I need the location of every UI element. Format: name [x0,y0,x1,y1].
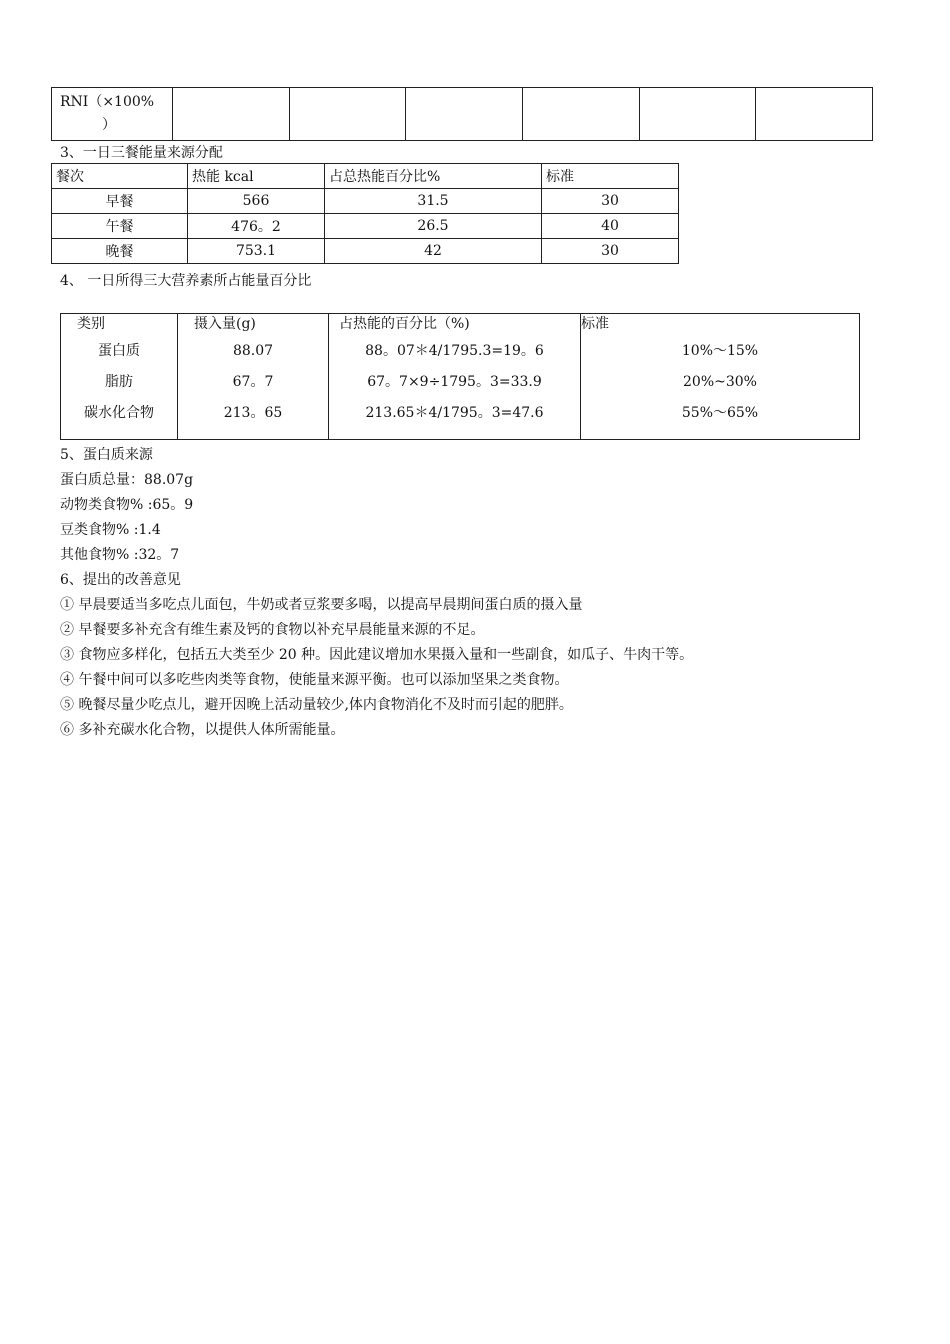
table-cell: 67。7×9÷1795。3=33.9 [367,374,542,390]
table-cell: 566 [188,189,325,214]
suggestion-item: ⑤ 晚餐尽量少吃点儿，避开因晚上活动量较少,体内食物消化不及时而引起的肥胖。 [60,697,573,713]
table-cell: 55%～65% [681,405,759,421]
animal-food-line: 动物类食物% :65。9 [60,497,194,513]
table-cell: 88。07＊4/1795.3=19。6 [365,343,544,359]
suggestion-item: ② 早餐要多补充含有维生素及钙的食物以补充早晨能量来源的不足。 [60,622,485,638]
table-cell [522,88,639,141]
table-cell: 30 [542,239,679,264]
section3-heading: 3、一日三餐能量来源分配 [60,145,223,161]
table-cell: 碳水化合物 [84,405,154,421]
header-cell: 类别 [77,316,105,332]
table-cell: 10%～15% [681,343,759,359]
suggestion-item: ⑥ 多补充碳水化合物，以提供人体所需能量。 [60,722,345,738]
rni-label-cell [52,88,173,141]
table-cell: 40 [542,214,679,239]
table-cell: 30 [542,189,679,214]
other-food-line: 其他食物% :32。7 [60,547,180,563]
header-cell: 占热能的百分比（%) [339,316,470,332]
table-cell: 早餐 [52,189,188,214]
table-cell: 42 [325,239,542,264]
table-row [52,214,679,239]
table-cell: 476。2 [188,214,325,239]
rni-label-line1: RNI（×100% [60,94,155,110]
standard-column [581,314,860,440]
table-cell: 26.5 [325,214,542,239]
table-row [52,88,873,141]
table-row [61,314,860,440]
table-cell: 753.1 [188,239,325,264]
macronutrient-table [60,313,860,440]
table-cell [756,88,873,141]
table-cell: 午餐 [52,214,188,239]
header-cell: 摄入量(g) [194,316,256,332]
table-header-row [52,164,679,189]
intake-column [178,314,329,440]
rni-label-line2: ） [102,117,116,133]
table-cell: 晚餐 [52,239,188,264]
table-cell: 20%~30% [683,374,757,390]
header-cell: 标准 [581,316,609,332]
table-cell: 88.07 [232,343,274,359]
table-cell: 213.65＊4/1795。3=47.6 [365,405,544,421]
percent-column [329,314,581,440]
header-cell: 标准 [542,164,679,189]
table-cell: 67。7 [232,374,274,390]
suggestion-item: ④ 午餐中间可以多吃些肉类等食物，使能量来源平衡。也可以添加坚果之类食物。 [60,672,569,688]
section5-heading: 5、蛋白质来源 [60,447,153,463]
table-row [52,239,679,264]
protein-total-line: 蛋白质总量：88.07g [60,472,194,488]
meal-energy-table [51,163,679,264]
header-cell: 热能 kcal [188,164,325,189]
bean-food-line: 豆类食物% :1.4 [60,522,161,538]
section6-heading: 6、提出的改善意见 [60,572,181,588]
table-cell: 213。65 [223,405,283,421]
header-cell: 餐次 [52,164,188,189]
table-cell [289,88,406,141]
suggestion-item: ① 早晨要适当多吃点儿面包，牛奶或者豆浆要多喝，以提高早晨期间蛋白质的摄入量 [60,597,583,613]
table-cell [173,88,290,141]
section4-heading: 4、 一日所得三大营养素所占能量百分比 [60,273,312,289]
category-column [61,314,178,440]
suggestion-item: ③ 食物应多样化，包括五大类至少 20 种。因此建议增加水果摄入量和一些副食，如瓜子、牛肉干等。 [60,647,694,663]
table-cell: 31.5 [325,189,542,214]
table-row [52,189,679,214]
table-cell: 脂肪 [105,374,133,390]
table-cell [406,88,523,141]
table-cell: 蛋白质 [98,343,140,359]
table-cell [639,88,756,141]
header-cell: 占总热能百分比% [325,164,542,189]
rni-table [51,87,873,141]
